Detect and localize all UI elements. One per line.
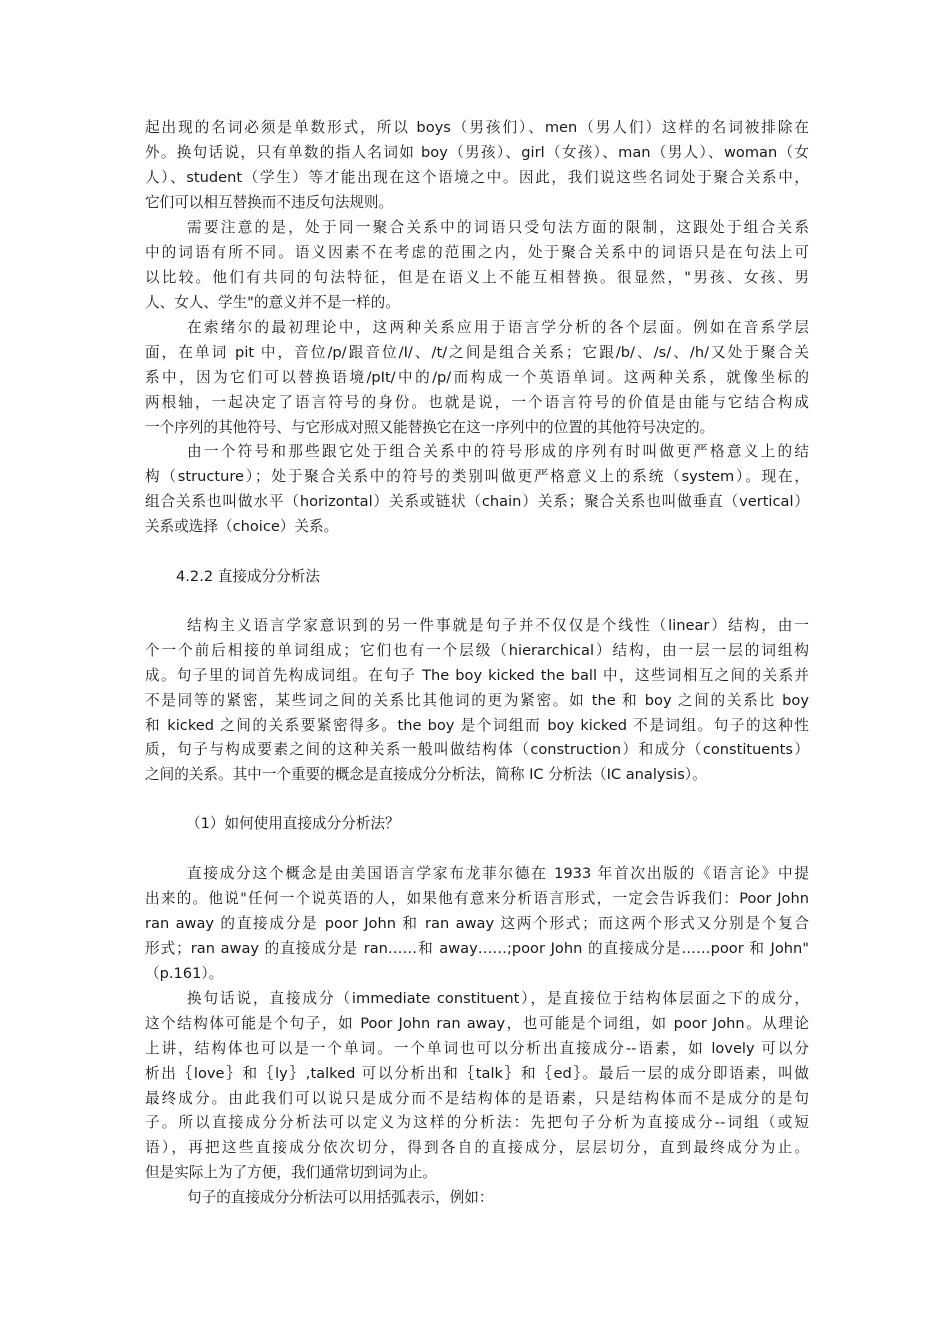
paragraph-paradigmatic-note <box>145 216 809 316</box>
text-line: 这个结构体可能是个句子，如 Poor John ran away，也可能是个词组，如 poor John。从理论 <box>145 1014 809 1032</box>
text-line: 最终成分。由此我们可以说只是成分而不是结构体的是语素，只是结构体而不是成分的是句 <box>145 1089 809 1107</box>
text-line: 质，句子与构成要素之间的这种关系一般叫做结构体（construction）和成分（constituents） <box>145 741 809 759</box>
paragraph-bracket-example <box>145 1186 809 1211</box>
text-line: 需要注意的是，处于同一聚合关系中的词语只受句法方面的限制，这跟处于组合关系 <box>187 219 809 236</box>
text-line: 不是同等的紧密，某些词之间的关系比其他词的更为紧密。如 the 和 boy 之间的关系比 boy <box>145 691 809 709</box>
text-line: 人、女人、学生"的意义并不是一样的。 <box>145 293 400 311</box>
text-line: 个一个前后相接的单词组成；它们也有一个层级（hierarchical）结构，由一层一层的词组构 <box>145 641 809 659</box>
paragraph-intro <box>145 116 809 216</box>
paragraph-saussure <box>145 316 809 440</box>
text-line: 直接成分这个概念是由美国语言学家布龙菲尔德在 1933 年首次出版的《语言论》中提 <box>187 865 809 882</box>
paragraph-immediate-constituent <box>145 987 809 1186</box>
section-heading: 4.2.2 直接成分分析法 <box>176 568 320 585</box>
text-line: 句子的直接成分分析法可以用括弧表示，例如： <box>187 1189 494 1206</box>
text-line: 外。换句话说，只有单数的指人名词如 boy（男孩）、girl（女孩）、man（男人）、woman（女 <box>145 143 809 161</box>
text-line: 语），再把这些直接成分依次切分，得到各自的直接成分，层层切分，直到最终成分为止。 <box>145 1139 809 1157</box>
text-line: 成。句子里的词首先构成词组。在句子 The boy kicked the ball 中，这些词相互之间的关系并 <box>145 666 809 684</box>
text-line: 析出｛love｝和｛ly｝,talked 可以分析出和｛talk｝和｛ed｝。最后一层的成分即语素，叫做 <box>145 1064 809 1082</box>
text-line: 两根轴，一起决定了语言符号的身份。也就是说，一个语言符号的价值是由能与它结合构成 <box>145 393 809 411</box>
text-line: 由一个符号和那些跟它处于组合关系中的符号形成的序列有时叫做更严格意义上的结 <box>187 443 809 460</box>
text-line: 上讲，结构体也可以是一个单词。一个单词也可以分析出直接成分--语素，如 lovely 可以分 <box>145 1039 809 1057</box>
text-line: 系中，因为它们可以替换语境/pIt/中的/p/而构成一个英语单词。这两种关系，就像坐标的 <box>145 368 809 386</box>
question-heading: （1）如何使用直接成分分析法？ <box>186 815 400 832</box>
text-line: 结构主义语言学家意识到的另一件事就是句子并不仅仅是个线性（linear）结构，由一 <box>187 617 809 634</box>
text-line: 换句话说，直接成分（immediate constituent），是直接位于结构体层面之下的成分， <box>187 990 809 1007</box>
text-line: 人）、student（学生）等才能出现在这个语境之中。因此，我们说这些名词处于聚合关系中， <box>145 168 809 186</box>
text-line: 子。所以直接成分分析法可以定义为这样的分析法：先把句子分析为直接成分--词组（或短 <box>145 1114 809 1132</box>
text-line: （p.161）。 <box>145 964 224 982</box>
text-line: 以比较。他们有共同的句法特征，但是在语义上不能互相替换。很显然，"男孩、女孩、男 <box>145 268 809 286</box>
text-line: ran away 的直接成分是 poor John 和 ran away 这两个形式；而这两个形式又分别是个复合 <box>145 914 809 932</box>
text-line: 但是实际上为了方便，我们通常切到词为止。 <box>145 1164 437 1182</box>
text-line: 构（structure）；处于聚合关系中的符号的类别叫做更严格意义上的系统（system）。现在， <box>145 467 809 485</box>
text-line: 关系或选择（choice）关系。 <box>145 517 339 535</box>
text-line: 在索绪尔的最初理论中，这两种关系应用于语言学分析的各个层面。例如在音系学层 <box>187 319 809 336</box>
text-line: 它们可以相互替换而不违反句法规则。 <box>145 193 394 211</box>
paragraph-bloomfield <box>145 862 809 986</box>
text-line: 面，在单词 pit 中，音位/p/跟音位/I/、/t/之间是组合关系；它跟/b/、/s/、/h/又处于聚合关 <box>145 343 809 361</box>
text-line: 形式；ran away 的直接成分是 ran……和 away……;poor John 的直接成分是……poor 和 John" <box>145 939 809 957</box>
paragraph-hierarchical <box>145 614 809 788</box>
text-line: 出来的。他说"任何一个说英语的人，如果他有意来分析语言形式，一定会告诉我们：Poor John <box>145 889 809 907</box>
text-line: 和 kicked 之间的关系要紧密得多。the boy 是个词组而 boy kicked 不是词组。句子的这种性 <box>145 716 809 734</box>
paragraph-structure-system <box>145 440 809 540</box>
text-line: 中的词语有所不同。语义因素不在考虑的范围之内，处于聚合关系中的词语只是在句法上可 <box>145 243 809 261</box>
text-line: 一个序列的其他符号、与它形成对照又能替换它在这一序列中的位置的其他符号决定的。 <box>145 418 715 436</box>
text-line: 之间的关系。其中一个重要的概念是直接成分分析法，简称 IC 分析法（IC analysis）。 <box>145 766 707 784</box>
text-line: 组合关系也叫做水平（horizontal）关系或链状（chain）关系；聚合关系也叫做垂直（vertical） <box>145 492 809 510</box>
text-line: 起出现的名词必须是单数形式，所以 boys（男孩们）、men（男人们）这样的名词被排除在 <box>145 119 809 136</box>
